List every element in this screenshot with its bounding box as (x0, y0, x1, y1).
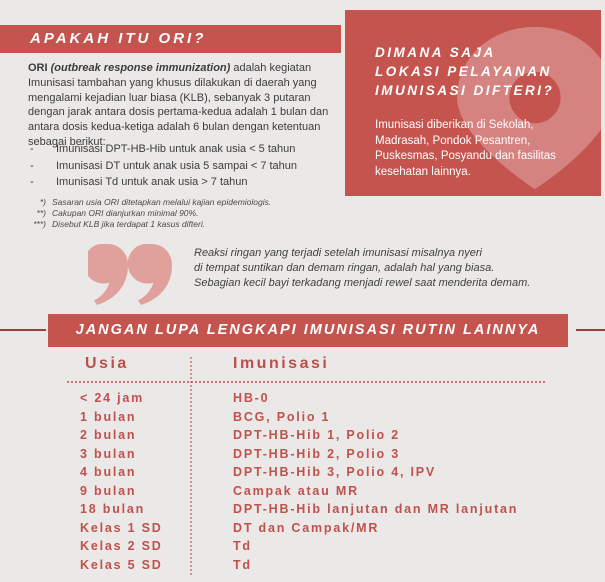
footnote-text: Sasaran usia ORI ditetapkan melalui kajian epidemiologis. (52, 197, 272, 207)
table-row (0, 447, 605, 466)
quote-icon (88, 244, 174, 306)
quote-line: Sebagian kecil bayi terkadang menjadi rewel saat menderita demam. (194, 277, 531, 289)
footnote-marker: ***) (33, 219, 46, 229)
table-row (0, 391, 605, 410)
table-row (0, 502, 605, 521)
banner-rule-right (576, 329, 605, 331)
table-row (0, 558, 605, 577)
table-header-imunisasi: Imunisasi (233, 355, 330, 372)
imunisasi-cell: DPT-HB-Hib 1, Polio 2 (233, 428, 400, 442)
ori-intro-rest: adalah kegiatan Imunisasi tambahan yang khusus dilakukan di daerah yang mengalami kejadian luar biasa (KLB), sebanyak 3 putaran dengan jarak antara dosis pertama-kedua adalah 1 bulan dan antara dosis kedua-ketiga adalah 6 bulan dengan ketentuan sebagai berikut: (28, 62, 329, 148)
age-cell: Kelas 5 SD (80, 557, 163, 572)
location-title-line: IMUNISASI DIFTERI? (375, 83, 555, 98)
imunisasi-cell: HB-0 (233, 391, 270, 405)
age-cell: < 24 jam (80, 391, 145, 405)
imunisasi-cell: Td (233, 557, 252, 572)
footnote (28, 208, 271, 219)
location-title (375, 43, 554, 100)
imunisasi-cell: DPT-HB-Hib lanjutan dan MR lanjutan (233, 502, 519, 516)
table-row (0, 521, 605, 540)
list-item: - Imunisasi Td untuk anak usia > 7 tahun (30, 174, 340, 191)
imunisasi-cell: Td (233, 539, 252, 553)
age-cell: 18 bulan (80, 502, 146, 516)
age-cell: 4 bulan (80, 465, 137, 479)
list-item: - Imunisasi DPT-HB-Hib untuk anak usia < 5 tahun (30, 141, 340, 158)
age-cell: Kelas 1 SD (80, 520, 163, 535)
table-row (0, 465, 605, 484)
location-body-text: Imunisasi diberikan di Sekolah, Madrasah, Pondok Pesantren, Puskesmas, Posyandu dan fasilitas kesehatan lainnya. (375, 119, 556, 178)
table-row (0, 428, 605, 447)
ori-section-title: APAKAH ITU ORI? (0, 25, 341, 53)
table-header-usia: Usia (85, 355, 129, 372)
banner-rule-left (0, 329, 46, 331)
table-row (0, 539, 605, 558)
location-title-line: LOKASI PELAYANAN (375, 64, 552, 79)
quote-line: di tempat suntikan dan demam ringan, adalah hal yang biasa. (194, 262, 495, 274)
quote-line: Reaksi ringan yang terjadi setelah imunisasi misalnya nyeri (194, 247, 482, 259)
footnote (28, 219, 271, 230)
footnote-marker: **) (36, 208, 46, 218)
table-header-divider (67, 381, 545, 383)
age-cell: Kelas 2 SD (80, 539, 163, 553)
footnote-text: Disebut KLB jika terdapat 1 kasus difteri. (52, 219, 206, 229)
ori-intro-italic: (outbreak response immunization) (50, 62, 231, 74)
ori-intro-label: ORI (28, 62, 51, 74)
age-cell: 2 bulan (80, 428, 137, 442)
schedule-banner-title: JANGAN LUPA LENGKAPI IMUNISASI RUTIN LAINNYA (48, 314, 568, 347)
footnote-marker: *) (39, 197, 46, 207)
footnote (28, 197, 271, 208)
table-row (0, 484, 605, 503)
age-cell: 1 bulan (80, 409, 137, 424)
quote-text (194, 246, 530, 291)
imunisasi-cell: BCG, Polio 1 (233, 409, 331, 424)
ori-intro-paragraph (28, 61, 346, 150)
table-row (0, 410, 605, 429)
location-title-line: DIMANA SAJA (375, 45, 496, 60)
age-cell: 9 bulan (80, 483, 137, 498)
footnotes (28, 197, 271, 230)
ori-item-list (30, 141, 340, 191)
location-section (345, 10, 601, 196)
age-cell: 3 bulan (80, 446, 137, 461)
footnote-text: Cakupan ORI dianjurkan minimal 90%. (52, 208, 199, 218)
imunisasi-cell: DPT-HB-Hib 2, Polio 3 (233, 446, 400, 461)
imunisasi-cell: Campak atau MR (233, 483, 359, 498)
imunisasi-cell: DPT-HB-Hib 3, Polio 4, IPV (233, 465, 437, 479)
imunisasi-cell: DT dan Campak/MR (233, 520, 380, 535)
list-item: - Imunisasi DT untuk anak usia 5 sampai < 7 tahun (30, 158, 340, 175)
schedule-table (0, 391, 605, 576)
